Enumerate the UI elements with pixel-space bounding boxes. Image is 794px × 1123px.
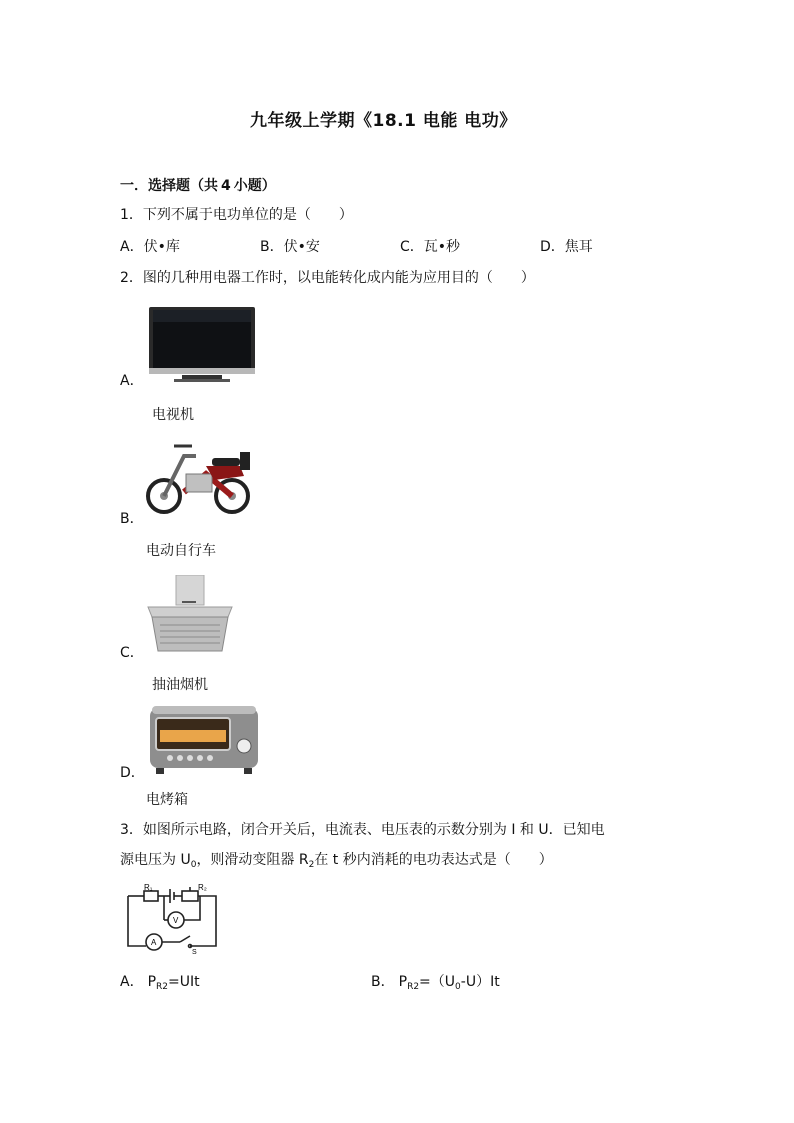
q2-option-b-caption: 电动自行车 [146,543,216,559]
q2-option-d-caption: 电烤箱 [146,792,188,808]
circuit-label-r1: R₁ [144,883,153,892]
q1-option-b: B．伏•安 [260,239,320,255]
q2-option-b-letter: B． [120,511,144,527]
q2-option-d-letter: D． [120,765,145,781]
q1-stem: 1．下列不属于电功单位的是（ ） [120,207,353,223]
tv-icon [146,305,258,383]
q2-stem: 2．图的几种用电器工作时，以电能转化成内能为应用目的（ ） [120,270,535,286]
circuit-label-r2: R₂ [198,883,207,892]
section-heading [120,175,276,195]
q3-option-b-letter: B． [371,974,395,990]
q3-option-b-sub: R2 [407,982,420,992]
circuit-diagram [120,880,224,954]
q1-option-a: A．伏•库 [120,239,180,255]
q3-option-b-expr-b: -U）It [460,974,500,990]
q2-option-c-caption: 抽油烟机 [152,677,208,693]
q3-line2-part-b: ，则滑动变阻器 R [196,852,309,868]
q3-line2-part-c: 在 t 秒内消耗的电功表达式是（ ） [314,852,553,868]
ebike-icon [144,436,256,520]
range-hood-icon [146,575,234,655]
circuit-label-a: A [151,938,157,947]
q3-option-b-p: P [398,974,408,990]
circuit-label-v: V [173,916,179,925]
q3-option-a-expr: =UIt [168,974,200,990]
q3-option-b-sub0: 0 [455,982,461,992]
section-suffix: 小题） [233,178,276,194]
q3-line1: 3．如图所示电路，闭合开关后，电流表、电压表的示数分别为 I 和 U．已知电 [120,822,605,838]
q3-line2 [120,850,553,870]
q2-option-a-letter: A． [120,373,144,389]
q3-option-a-sub: R2 [156,982,169,992]
circuit-label-s: S [192,949,197,954]
q3-option-a-p: P [147,974,157,990]
q3-option-b-expr-a: =（U [419,974,456,990]
q1-option-c: C．瓦•秒 [400,239,461,255]
q3-line2-part-a: 源电压为 U [120,852,191,868]
q3-sub-2: 2 [308,860,315,870]
q3-option-b [371,972,500,992]
q3-sub-0: 0 [190,860,197,870]
q3-option-a [120,972,200,992]
q1-option-d: D．焦耳 [540,239,593,255]
q2-option-a-caption: 电视机 [152,407,194,423]
oven-icon [148,704,262,776]
page-title: 九年级上学期《18.1 电能 电功》 [250,111,517,131]
q3-option-a-letter: A． [120,974,144,990]
q2-option-c-letter: C． [120,645,144,661]
section-count: 4 [221,178,231,194]
section-prefix: 一．选择题（共 [120,178,218,194]
